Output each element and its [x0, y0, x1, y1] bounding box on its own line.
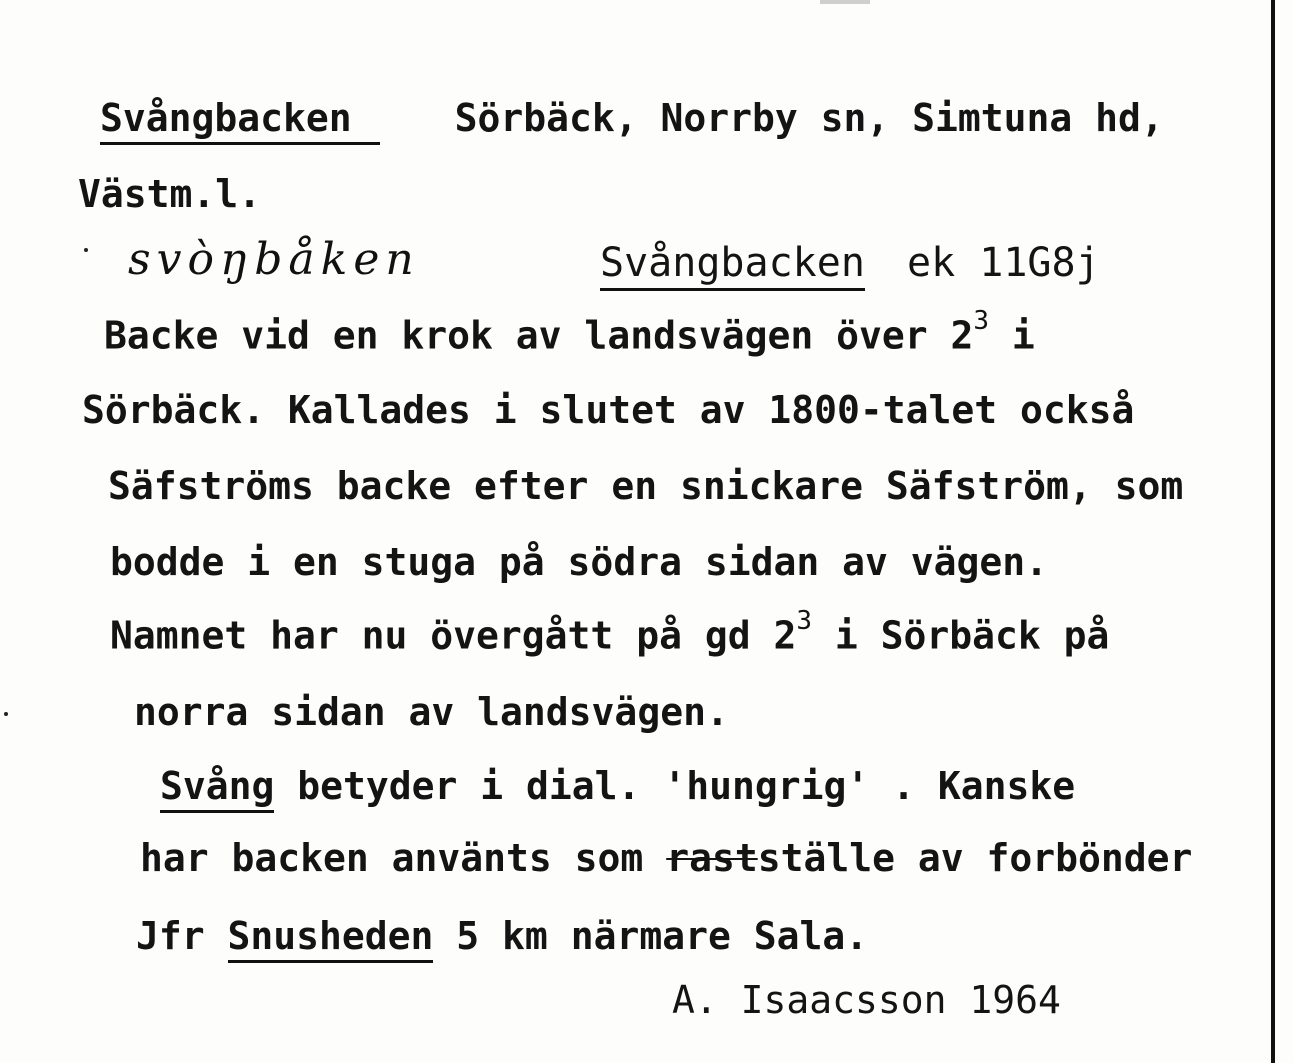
description-text: Namnet har nu övergått på gd 2 [110, 613, 797, 658]
meaning-line-2 [140, 836, 1192, 880]
description-line-2: Sörbäck. Kallades i slutet av 1800-talet också [82, 388, 1135, 432]
card-edge-line [1271, 0, 1275, 1063]
standard-form: Svångbacken [600, 240, 865, 291]
superscript: 3 [796, 606, 812, 636]
description-text: Backe vid en krok av landsvägen över 2 [104, 313, 974, 358]
description-line-6: norra sidan av landsvägen. [134, 690, 729, 734]
reference-name: Snusheden [228, 914, 434, 963]
description-line-1 [104, 306, 1035, 358]
meaning-text: har backen använts som [140, 836, 667, 880]
description-text: i Sörbäck på [812, 613, 1110, 658]
description-line-4: bodde i en stuga på södra sidan av vägen. [110, 540, 1048, 584]
ink-speck [84, 248, 88, 252]
description-text: i [989, 313, 1035, 358]
map-code: ek 11G8j [907, 240, 1100, 286]
scan-artifact [820, 0, 870, 4]
description-line-5 [110, 606, 1110, 658]
reference-text: 5 km närmare Sala. [433, 914, 869, 958]
reference-prefix: Jfr [136, 914, 228, 958]
meaning-text: betyder i dial. 'hungrig' . Kanske [274, 764, 1076, 808]
county-text: Västm.l. [78, 172, 262, 216]
meaning-text: ställe av forbönder [757, 836, 1193, 880]
pronunciation-line [600, 240, 1100, 286]
dialect-handwritten: svòŋbåken [128, 234, 420, 285]
superscript: 3 [973, 306, 990, 336]
struck-text: rast [666, 836, 758, 880]
meaning-line [160, 764, 1075, 808]
header-line [100, 96, 1164, 140]
ink-speck [4, 712, 8, 716]
reference-line [136, 914, 868, 958]
meaning-word: Svång [160, 764, 274, 813]
signature: A. Isaacsson 1964 [672, 978, 1061, 1022]
location-text: Sörbäck, Norrby sn, Simtuna hd, [454, 96, 1164, 140]
description-line-3: Säfströms backe efter en snickare Säfström, som [108, 464, 1184, 508]
place-name: Svångbacken [100, 96, 380, 145]
